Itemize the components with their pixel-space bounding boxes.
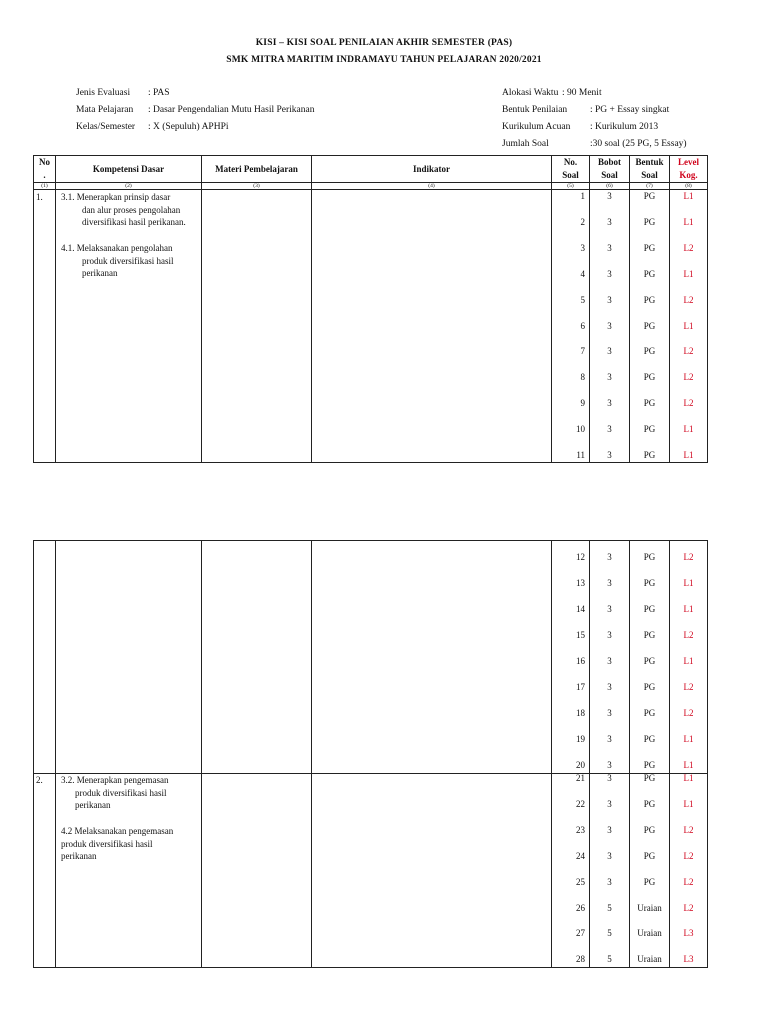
group-number-text: 2. [36,775,43,785]
soal-level: L1 [683,320,694,331]
soal-bobot: 3 [607,242,612,253]
soal-bentuk: PG [643,320,656,331]
soal-bobot: 3 [607,294,612,305]
soal-level: L1 [683,578,694,588]
soal-level: L1 [683,656,694,666]
meta-value: : 90 Menit [562,88,602,98]
soal-level: L1 [683,450,694,460]
soal-bentuk: PG [643,372,656,383]
meta-label: Mata Pelajaran [76,105,134,115]
soal-level: L2 [683,630,694,640]
soal-number: 12 [576,552,585,562]
meta-jumlah-soal [502,139,687,149]
level-kog-column [670,541,708,774]
meta-value: :30 soal (25 PG, 5 Essay) [590,139,687,149]
bobot-soal-column [590,774,630,968]
soal-level: L1 [683,773,694,783]
meta-label: Bentuk Penilaian [502,105,568,115]
soal-bobot: 3 [607,320,612,331]
soal-level: L3 [683,954,694,965]
bentuk-soal-column [630,774,670,968]
soal-bentuk: PG [643,760,656,770]
group-number-text: 1. [36,192,43,202]
soal-bobot: 3 [607,798,612,809]
kd-3-1: 3.1. Menerapkan prinsip dasar dan alur proses pengolahan diversifikasi hasil perikanan. [61,192,186,227]
column-number-row [34,183,708,190]
kd-3-2: 3.2. Menerapkan pengemasan produk diversifikasi hasil perikanan [61,775,169,810]
soal-number: 14 [576,604,585,614]
soal-bobot: 3 [607,824,612,835]
soal-bentuk: PG [643,552,656,562]
soal-bentuk: PG [643,876,656,887]
soal-bentuk: PG [643,424,656,435]
header-bentuk-soal: Bentuk Soal [630,156,670,183]
soal-number: 11 [576,450,585,460]
col-number: (6) [590,183,630,190]
soal-number: 9 [580,398,585,409]
meta-alokasi-waktu [502,88,602,98]
col-number: (5) [552,183,590,190]
header-no: No . [34,156,56,183]
soal-number: 26 [576,902,585,913]
soal-number: 2 [580,216,585,227]
soal-bobot: 3 [607,191,612,201]
bobot-soal-column [590,541,630,774]
soal-level: L2 [683,398,694,409]
soal-bobot: 3 [607,630,612,640]
soal-number: 27 [576,928,585,939]
kompetensi-dasar-cell [56,190,202,463]
meta-value: : PAS [148,88,170,98]
col-number: (8) [670,183,708,190]
no-soal-column [552,541,590,774]
soal-number: 22 [576,798,585,809]
soal-bentuk: Uraian [637,954,662,965]
document-subtitle: SMK MITRA MARITIM INDRAMAYU TAHUN PELAJARAN 2020/2021 [226,55,542,65]
soal-level: L1 [683,734,694,744]
soal-bobot: 3 [607,424,612,435]
indikator-cell [312,541,552,774]
bentuk-soal-column [630,190,670,463]
soal-number: 16 [576,656,585,666]
soal-bentuk: PG [643,191,656,201]
table-row [34,541,708,774]
soal-number: 28 [576,954,585,965]
soal-bentuk: PG [643,708,656,718]
no-soal-column [552,190,590,463]
document-title: KISI – KISI SOAL PENILAIAN AKHIR SEMESTER (PAS) [255,38,513,48]
soal-level: L2 [683,824,694,835]
soal-level: L2 [683,242,694,253]
soal-bentuk: Uraian [637,902,662,913]
kisi-table-2 [33,540,708,968]
soal-bentuk: PG [643,268,656,279]
soal-number: 17 [576,682,585,692]
meta-value: : X (Sepuluh) APHPi [148,122,229,132]
soal-bobot: 3 [607,216,612,227]
soal-level: L1 [683,424,694,435]
soal-bobot: 3 [607,346,612,357]
soal-number: 4 [580,268,585,279]
soal-level: L2 [683,682,694,692]
soal-number: 20 [576,760,585,770]
soal-bentuk: PG [643,798,656,809]
soal-level: L1 [683,760,694,770]
soal-bentuk: PG [643,734,656,744]
col-number: (4) [312,183,552,190]
soal-bobot: 3 [607,708,612,718]
soal-level: L3 [683,928,694,939]
meta-mata-pelajaran [76,105,314,115]
soal-bobot: 3 [607,604,612,614]
soal-bentuk: PG [643,346,656,357]
soal-bentuk: PG [643,773,656,783]
table-row [34,190,708,463]
soal-level: L2 [683,372,694,383]
soal-bentuk: PG [643,604,656,614]
soal-level: L1 [683,191,694,201]
materi-cell [202,190,312,463]
indikator-cell [312,774,552,968]
soal-bentuk: PG [643,450,656,460]
soal-level: L1 [683,798,694,809]
meta-label: Jenis Evaluasi [76,88,131,98]
col-number: (1) [34,183,56,190]
header-no-soal: No. Soal [552,156,590,183]
soal-bobot: 5 [607,902,612,913]
materi-cell [202,774,312,968]
meta-jenis-evaluasi [76,88,170,98]
soal-bobot: 3 [607,450,612,460]
soal-number: 23 [576,824,585,835]
soal-bentuk: Uraian [637,928,662,939]
soal-level: L1 [683,268,694,279]
kd-4-1: 4.1. Melaksanakan pengolahan produk diversifikasi hasil perikanan [61,243,174,278]
soal-level: L1 [683,604,694,614]
soal-bobot: 3 [607,773,612,783]
soal-bobot: 3 [607,372,612,383]
soal-bobot: 3 [607,578,612,588]
level-kog-column [670,190,708,463]
meta-label: Kurikulum Acuan [502,122,571,132]
meta-label: Kelas/Semester [76,122,136,132]
kisi-table-1 [33,155,708,463]
soal-bobot: 3 [607,850,612,861]
group-number [34,541,56,774]
soal-bobot: 3 [607,760,612,770]
soal-bentuk: PG [643,398,656,409]
soal-bobot: 3 [607,876,612,887]
meta-value: : Kurikulum 2013 [590,122,659,132]
header-level-kog: Level Kog. [670,156,708,183]
soal-bobot: 5 [607,928,612,939]
header-bobot-soal: Bobot Soal [590,156,630,183]
soal-bobot: 3 [607,682,612,692]
group-number [34,190,56,463]
col-number: (3) [202,183,312,190]
soal-bobot: 5 [607,954,612,965]
kompetensi-dasar-cell [56,774,202,968]
indikator-cell [312,190,552,463]
soal-level: L2 [683,876,694,887]
level-kog-column [670,774,708,968]
soal-bentuk: PG [643,630,656,640]
soal-number: 6 [580,320,585,331]
table-row [34,774,708,968]
meta-bentuk-penilaian [502,105,669,115]
col-number: (7) [630,183,670,190]
soal-number: 25 [576,876,585,887]
soal-bobot: 3 [607,656,612,666]
soal-level: L2 [683,850,694,861]
kd-4-2: 4.2 Melaksanakan pengemasan produk diversifikasi hasil perikanan [61,826,174,861]
soal-bentuk: PG [643,682,656,692]
soal-bobot: 3 [607,734,612,744]
kompetensi-dasar-cell [56,541,202,774]
group-number [34,774,56,968]
soal-bentuk: PG [643,850,656,861]
soal-bentuk: PG [643,656,656,666]
soal-level: L2 [683,902,694,913]
soal-bentuk: PG [643,578,656,588]
soal-number: 19 [576,734,585,744]
bentuk-soal-column [630,541,670,774]
meta-label: Alokasi Waktu [502,88,559,98]
soal-number: 24 [576,850,585,861]
soal-number: 15 [576,630,585,640]
meta-kelas-semester [76,122,229,132]
soal-bobot: 3 [607,268,612,279]
soal-bentuk: PG [643,216,656,227]
soal-level: L2 [683,294,694,305]
header-kompetensi-dasar: Kompetensi Dasar [56,156,202,183]
no-soal-column [552,774,590,968]
soal-number: 7 [580,346,585,357]
soal-number: 21 [576,773,585,783]
soal-number: 1 [580,191,585,201]
soal-number: 18 [576,708,585,718]
meta-label: Jumlah Soal [502,139,549,149]
soal-bobot: 3 [607,398,612,409]
header-materi: Materi Pembelajaran [202,156,312,183]
meta-value: : Dasar Pengendalian Mutu Hasil Perikanan [148,105,315,115]
soal-level: L2 [683,708,694,718]
materi-cell [202,541,312,774]
soal-number: 3 [580,242,585,253]
soal-bentuk: PG [643,294,656,305]
meta-kurikulum-acuan [502,122,658,132]
bobot-soal-column [590,190,630,463]
soal-number: 10 [576,424,585,435]
meta-value: : PG + Essay singkat [590,105,670,115]
soal-level: L2 [683,346,694,357]
soal-bentuk: PG [643,824,656,835]
soal-number: 5 [580,294,585,305]
soal-level: L2 [683,552,694,562]
soal-number: 13 [576,578,585,588]
soal-bentuk: PG [643,242,656,253]
header-indikator: Indikator [312,156,552,183]
col-number: (2) [56,183,202,190]
soal-number: 8 [580,372,585,383]
soal-level: L1 [683,216,694,227]
header-row [34,156,708,183]
soal-bobot: 3 [607,552,612,562]
